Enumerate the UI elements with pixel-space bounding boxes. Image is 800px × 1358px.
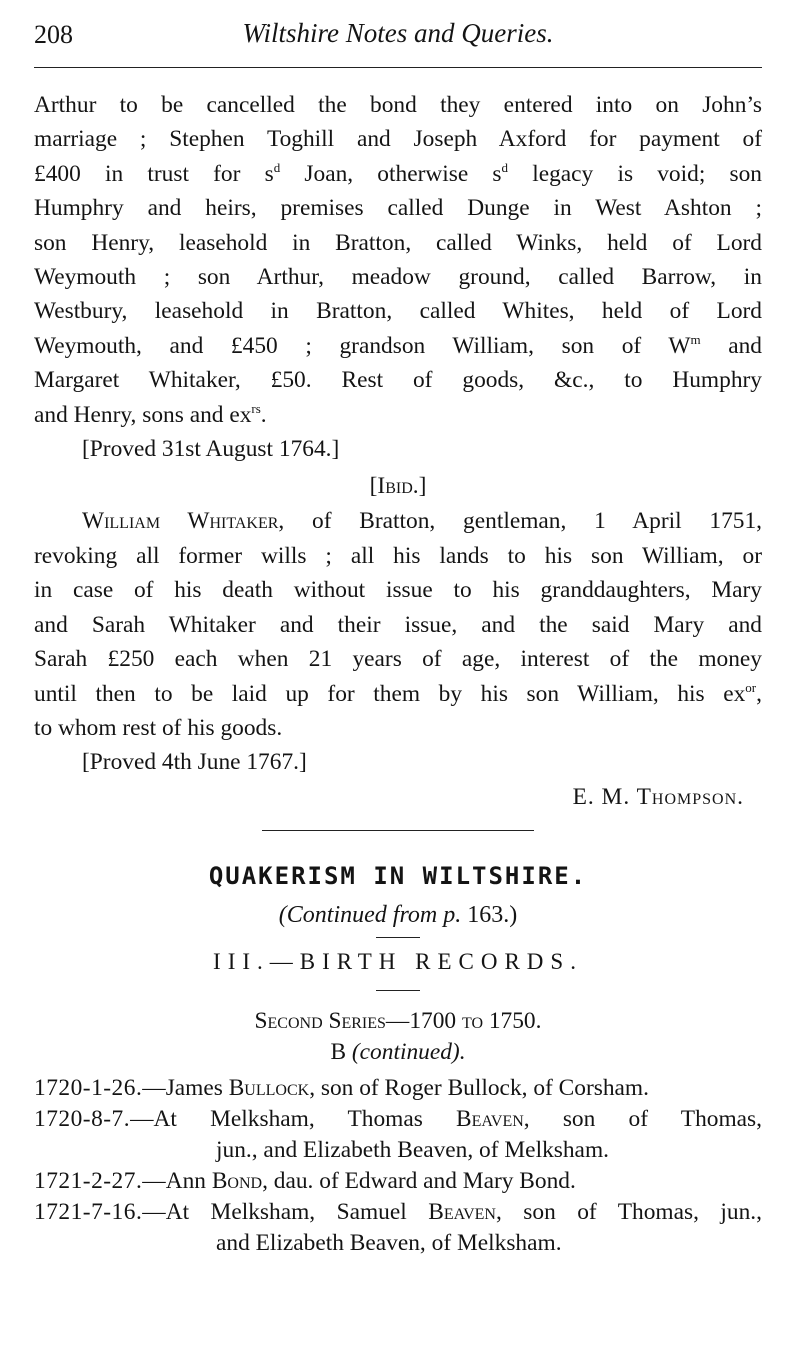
quakerism-section bbox=[34, 861, 762, 1259]
text-line: until then to be laid up for them by his son William, his $ex^{or}$, bbox=[34, 679, 762, 707]
text-line: Arthur to be cancelled the bond they entered into on John’s bbox=[34, 92, 762, 118]
text-line: Sarah £250 each when 21 years of age, interest of the money bbox=[34, 646, 762, 673]
record-entry: 1720-1-26.—James Bullock, son of Roger Bullock, of Corsham. bbox=[34, 1074, 649, 1101]
proved-date: [Proved 31st August 1764.] bbox=[82, 436, 340, 463]
section-divider bbox=[262, 830, 534, 831]
series-heading: Second Series—1700 to 1750. bbox=[254, 1007, 542, 1034]
text-line: son Henry, leasehold in Bratton, called Winks, held of Lord bbox=[34, 229, 762, 256]
ibid-heading: [Ibid.] bbox=[369, 473, 427, 500]
page-number: 208 bbox=[34, 20, 73, 49]
subsection-title: III.—BIRTH RECORDS. bbox=[213, 948, 583, 974]
text-line: and Henry, sons and $ex^{rs}$. bbox=[34, 400, 267, 428]
page-body bbox=[34, 88, 762, 1259]
text-line: Weymouth ; son Arthur, meadow ground, called Barrow, in bbox=[34, 264, 762, 291]
record-continuation: jun., and Elizabeth Beaven, of Melksham. bbox=[216, 1136, 609, 1163]
running-head bbox=[34, 16, 762, 60]
text-line: William Whitaker, of Bratton, gentleman, 1 April 1751, bbox=[82, 508, 763, 535]
testator-name: William Whitaker bbox=[82, 508, 279, 535]
record-entry: 1721-7-16.—At Melksham, Samuel Beaven, son of Thomas, jun., bbox=[34, 1198, 762, 1225]
author-signature: E. M. Thompson. bbox=[572, 783, 744, 810]
text-line: Humphry and heirs, premises called Dunge in West Ashton ; bbox=[34, 195, 762, 222]
short-rule bbox=[376, 990, 420, 991]
whitaker-will bbox=[34, 504, 762, 813]
record-continuation: and Elizabeth Beaven, of Melksham. bbox=[216, 1229, 562, 1256]
will-continuation bbox=[34, 88, 762, 466]
text-line: and Sarah Whitaker and their issue, and the said Mary and bbox=[34, 611, 762, 638]
running-title: Wiltshire Notes and Queries. bbox=[242, 18, 554, 48]
proved-date: [Proved 4th June 1767.] bbox=[82, 749, 307, 776]
header-rule bbox=[34, 67, 762, 68]
continued-note: (Continued from p. 163.) bbox=[278, 901, 518, 928]
text-line: Margaret Whitaker, £50. Rest of goods, &c., to Humphry bbox=[34, 367, 762, 394]
text-line: revoking all former wills ; all his lands to his son William, or bbox=[34, 542, 762, 569]
text-line: to whom rest of his goods. bbox=[34, 714, 283, 741]
short-rule bbox=[376, 937, 420, 938]
birth-records bbox=[34, 1073, 762, 1259]
text-line: Westbury, leasehold in Bratton, called Whites, held of Lord bbox=[34, 298, 762, 325]
text-line: £400 in trust for $s^d$ Joan, otherwise $s^d$ legacy is void; son bbox=[34, 159, 762, 187]
section-title: QUAKERISM IN WILTSHIRE. bbox=[208, 861, 588, 890]
letter-heading: B (continued). bbox=[330, 1038, 466, 1065]
text-line: in case of his death without issue to his granddaughters, Mary bbox=[34, 577, 762, 604]
record-entry: 1720-8-7.—At Melksham, Thomas Beaven, son of Thomas, bbox=[34, 1105, 762, 1132]
record-entry: 1721-2-27.—Ann Bond, dau. of Edward and Mary Bond. bbox=[34, 1167, 576, 1194]
text-line: Weymouth, and £450 ; grandson William, son of $W^m$ and bbox=[34, 331, 762, 359]
text-line: marriage ; Stephen Toghill and Joseph Axford for payment of bbox=[34, 126, 762, 153]
